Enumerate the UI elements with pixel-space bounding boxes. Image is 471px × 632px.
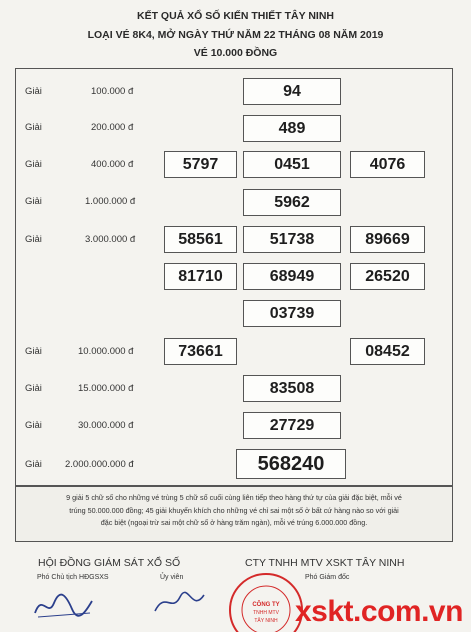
header-title: KẾT QUẢ XỔ SỐ KIẾN THIẾT TÂY NINH (137, 10, 334, 22)
special-prize-box: 568240 (236, 449, 346, 479)
prize-label: Giải (25, 346, 42, 357)
prize-label: Giải (25, 383, 42, 394)
header-price: VÉ 10.000 ĐỒNG (193, 47, 278, 59)
prize-label: Giải (25, 86, 42, 97)
supervisory-council-title: HỘI ĐỒNG GIÁM SÁT XỔ SỐ (38, 557, 181, 569)
signature-mark (150, 583, 210, 623)
number-box: 08452 (350, 338, 425, 365)
prize-label: Giải (25, 420, 42, 431)
deputy-director-role: Phó Giám đốc (305, 574, 350, 581)
prize-amount: 200.000 đ (91, 122, 134, 133)
number-box: 51738 (243, 226, 341, 253)
prize-amount: 1.000.000 đ (85, 196, 136, 207)
number-box: 489 (243, 115, 341, 142)
number-box: 03739 (243, 300, 341, 327)
prize-amount: 2.000.000.000 đ (65, 459, 134, 470)
prize-amount: 15.000.000 đ (78, 383, 134, 394)
prize-amount: 30.000.000 đ (78, 420, 134, 431)
prize-note (15, 486, 453, 542)
number-box: 0451 (243, 151, 341, 178)
prize-label: Giải (25, 196, 42, 207)
prize-label: Giải (25, 122, 42, 133)
vice-chairman-role: Phó Chủ tịch HĐGSXS (37, 574, 109, 581)
prize-label: Giải (25, 459, 42, 470)
number-box: 81710 (164, 263, 237, 290)
number-box: 83508 (243, 375, 341, 402)
number-box: 94 (243, 78, 341, 105)
number-box: 5797 (164, 151, 237, 178)
member-role: Ủy viên (160, 574, 184, 581)
company-stamp (226, 570, 306, 632)
number-box: 27729 (243, 412, 341, 439)
company-title: CTY TNHH MTV XSKT TÂY NINH (245, 557, 405, 569)
number-box: 89669 (350, 226, 425, 253)
watermark-logo: xskt.com.vn (295, 595, 463, 628)
note-line: trúng 50.000.000 đồng; 45 giải khuyến khích cho những vé chỉ sai một số ở bất cứ hàng nào so với giải (69, 505, 399, 515)
number-box: 4076 (350, 151, 425, 178)
note-line: 9 giải 5 chữ số cho những vé trùng 5 chữ số cuối cùng liên tiếp theo hàng thứ tự của giải đặc biệt, mỗi vé (66, 493, 402, 502)
prize-amount: 3.000.000 đ (85, 234, 136, 245)
prize-label: Giải (25, 234, 42, 245)
svg-text:CÔNG TY: CÔNG TY (252, 602, 280, 608)
prize-amount: 100.000 đ (91, 86, 134, 97)
note-line: đặc biệt (ngoại trừ sai một chữ số ở hàng trăm ngàn), mỗi vé trúng 6.000.000 đồng. (100, 518, 368, 527)
number-box: 58561 (164, 226, 237, 253)
header-ticket-type: LOẠI VÉ 8K4, MỞ NGÀY THỨ NĂM 22 THÁNG 08 NĂM 2019 (87, 29, 384, 41)
number-box: 73661 (164, 338, 237, 365)
svg-text:TÂY NINH: TÂY NINH (254, 618, 278, 624)
number-box: 26520 (350, 263, 425, 290)
svg-text:TNHH MTV: TNHH MTV (253, 610, 279, 616)
signature-mark (30, 583, 100, 623)
prize-label: Giải (25, 159, 42, 170)
prize-amount: 10.000.000 đ (78, 346, 134, 357)
prize-amount: 400.000 đ (91, 159, 134, 170)
number-box: 68949 (243, 263, 341, 290)
number-box: 5962 (243, 189, 341, 216)
